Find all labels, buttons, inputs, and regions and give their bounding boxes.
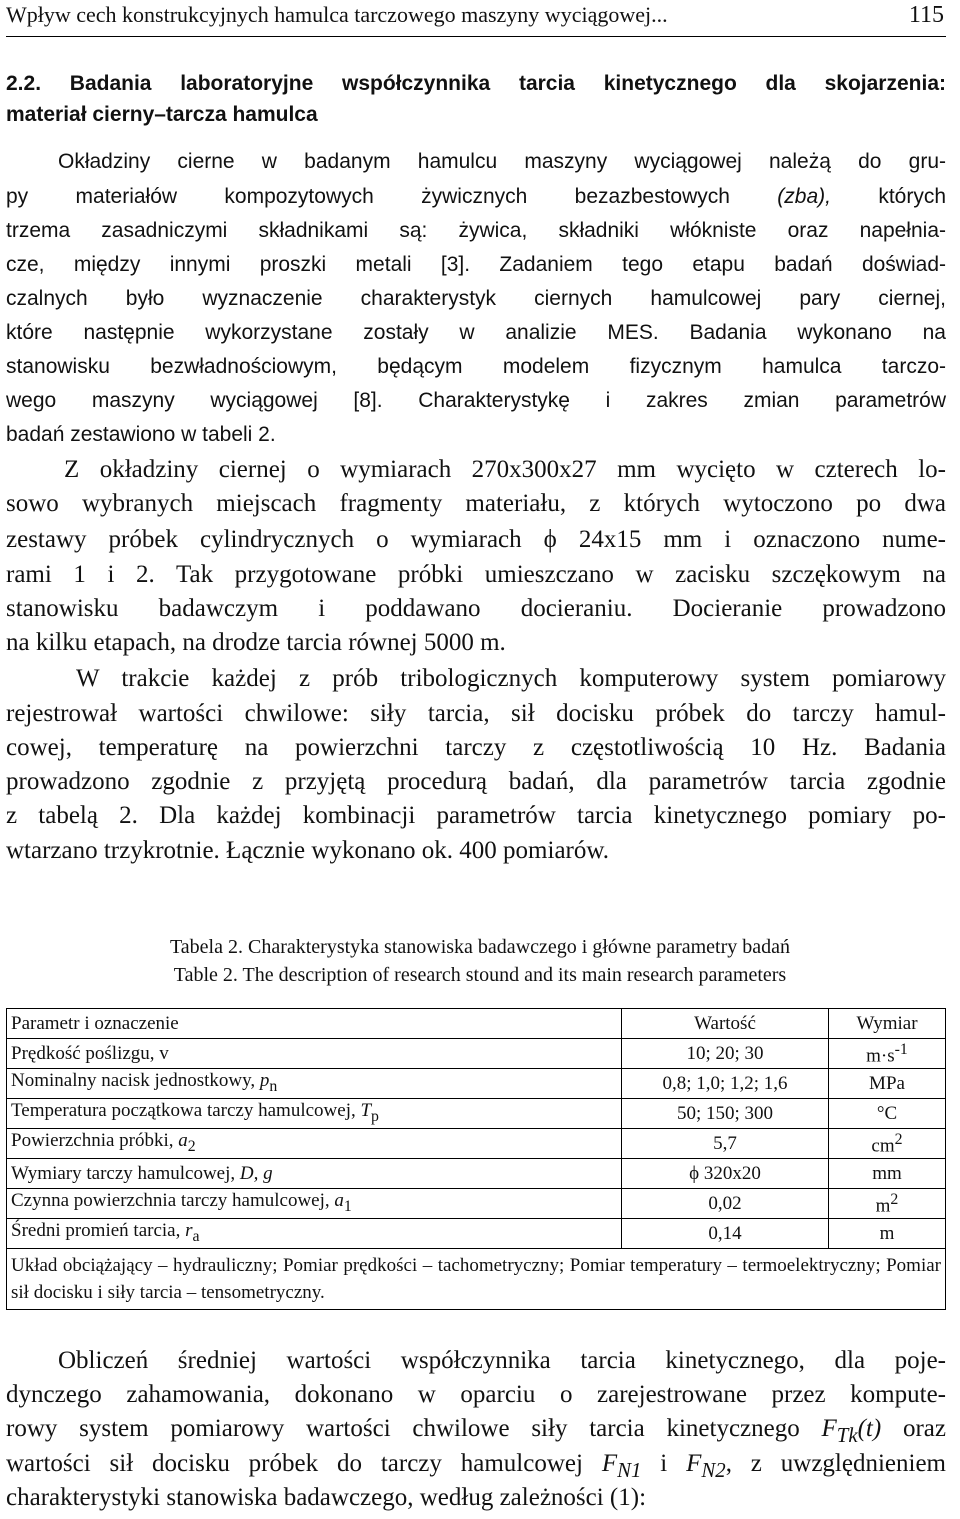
table-cell-value: 0,02: [622, 1189, 829, 1219]
table-cell-unit: mm: [829, 1159, 946, 1189]
table-caption-en: Table 2. The description of research stound and its main research parameters: [173, 964, 787, 986]
para1-line-3: trzema zasadniczymi składnikami są: żywica, składniki włókniste oraz napełnia-: [6, 219, 946, 242]
table-row: [7, 1189, 946, 1219]
symbol-f-n2: $F_{N2}$: [686, 1450, 726, 1482]
para3-line-3: cowej, temperaturę na powierzchni tarczy z częstotliwością 10 Hz. Badania: [6, 734, 946, 761]
parameters-table: [6, 1008, 946, 1310]
running-header: [6, 0, 946, 37]
para4-line-3: rowy system pomiarowy wartości chwilowe siły tarcia kinetycznego $F_{Tk}(t)$ oraz: [6, 1415, 946, 1447]
table-cell-unit: $m\cdot s^{-1}$: [829, 1039, 946, 1069]
para3-line-4: prowadzono zgodnie z przyjętą procedurą badań, dla parametrów tarcia zgodnie: [6, 768, 946, 795]
table-row: [7, 1129, 946, 1159]
table-cell-label: Czynna powierzchnia tarczy hamulcowej, $a_1$: [7, 1189, 622, 1219]
table-header-cell: Wartość: [622, 1009, 829, 1039]
table-cell-value: 0,8; 1,0; 1,2; 1,6: [622, 1069, 829, 1099]
para2-line-3: zestawy próbek cylindrycznych o wymiarach ϕ 24x15 mm i oznaczono nume-: [6, 526, 946, 553]
table-caption-pl: Tabela 2. Charakterystyka stanowiska badawczego i główne parametry badań: [169, 936, 791, 958]
para3-line-5: z tabelą 2. Dla każdej kombinacji parametrów tarcia kinetycznego pomiary po-: [6, 802, 946, 829]
para1-line-4: cze, między innymi proszki metali [3]. Zadaniem tego etapu badań doświad-: [6, 253, 946, 276]
table-header-cell: Parametr i oznaczenie: [7, 1009, 622, 1039]
table-cell-label: Temperatura początkowa tarczy hamulcowej, $T_p$: [7, 1099, 622, 1129]
table-row: [7, 1069, 946, 1099]
table-cell-label: Średni promień tarcia, $r_a$: [7, 1219, 622, 1249]
para3-line-6: wtarzano trzykrotnie. Łącznie wykonano ok. 400 pomiarów.: [6, 837, 610, 864]
para4-line-5: charakterystyki stanowiska badawczego, według zależności (1):: [6, 1484, 647, 1511]
table-row: [7, 1099, 946, 1129]
para1-line-2: py materiałów kompozytowych żywicznych bezazbestowych (zba), których: [6, 185, 946, 208]
para2-line-2: sowo wybranych miejscach fragmenty materiału, z których wytoczono po dwa: [6, 490, 946, 517]
table-row: [7, 1219, 946, 1249]
para2-line-6: na kilku etapach, na drodze tarcia równej 5000 m.: [6, 629, 506, 656]
para4-line-4: wartości sił docisku próbek do tarczy hamulcowej $F_{N1}$ i $F_{N2}$, z uwzględnieniem: [6, 1450, 946, 1482]
table-cell-label: Powierzchnia próbki, $a_2$: [7, 1129, 622, 1159]
para4-line-1: Obliczeń średniej wartości współczynnika tarcia kinetycznego, dla poje-: [58, 1347, 946, 1374]
para1-line-6: które następnie wykorzystane zostały w analizie MES. Badania wykonano na: [6, 321, 946, 344]
para1-line-1: Okładziny cierne w badanym hamulcu maszyny wyciągowej należą do gru-: [58, 150, 946, 173]
para2-line-5: stanowisku badawczym i poddawano docieraniu. Docieranie prowadzono: [6, 595, 946, 622]
table-row: [7, 1159, 946, 1189]
table-cell-label: Prędkość poślizgu, v: [7, 1039, 622, 1069]
para2-line-4: rami 1 i 2. Tak przygotowane próbki umieszczano w zacisku szczękowym na: [6, 561, 946, 588]
table-note: Układ obciążający – hydrauliczny; Pomiar prędkości – tachometryczny; Pomiar temperatury – termoelektryczny; Pomiar sił docisku i siły tarcia – tensometryczny.: [7, 1249, 946, 1310]
para4-line-2: dynczego zahamowania, dokonano w oparciu o zarejestrowane przez kompute-: [6, 1381, 946, 1408]
para1-line-7: stanowisku bezwładnościowym, będącym modelem fizycznym hamulca tarczo-: [6, 355, 946, 378]
table-cell-unit: m: [829, 1219, 946, 1249]
table-cell-label: Nominalny nacisk jednostkowy, $p_n$: [7, 1069, 622, 1099]
symbol-f-n1: $F_{N1}$: [601, 1450, 642, 1482]
table-cell-value: 10; 20; 30: [622, 1039, 829, 1069]
table-cell-unit: MPa: [829, 1069, 946, 1099]
running-title: Wpływ cech konstrukcyjnych hamulca tarczowego maszyny wyciągowej...: [6, 2, 668, 27]
table-cell-value: 0,14: [622, 1219, 829, 1249]
table-header-cell: Wymiar: [829, 1009, 946, 1039]
table-cell-unit: $cm^2$: [829, 1129, 946, 1159]
section-heading-line-2: materiał cierny–tarcza hamulca: [6, 103, 318, 126]
symbol-f-tk: $F_{Tk}(t)$: [821, 1415, 882, 1447]
para2-line-1: Z okładziny ciernej o wymiarach 270x300x27 mm wycięto w czterech lo-: [64, 456, 946, 483]
table-header-row: [7, 1009, 946, 1039]
table-cell-value: 50; 150; 300: [622, 1099, 829, 1129]
para3-line-1: W trakcie każdej z prób tribologicznych komputerowy system pomiarowy: [76, 665, 946, 692]
page-number: 115: [908, 2, 944, 28]
table-row: [7, 1039, 946, 1069]
section-heading-line-1: 2.2. Badania laboratoryjne współczynnika tarcia kinetycznego dla skojarzenia:: [6, 72, 946, 95]
table-cell-unit: $m^2$: [829, 1189, 946, 1219]
table-cell-value: ϕ 320x20: [622, 1159, 829, 1189]
para1-line-5: czalnych było wyznaczenie charakterystyk ciernych hamulcowej pary ciernej,: [6, 287, 946, 310]
para3-line-2: rejestrował wartości chwilowe: siły tarcia, sił docisku próbek do tarczy hamul-: [6, 700, 946, 727]
table-cell-label: Wymiary tarczy hamulcowej, D, g: [7, 1159, 622, 1189]
para1-line-8: wego maszyny wyciągowej [8]. Charakterystykę i zakres zmian parametrów: [6, 389, 946, 412]
table-note-row: [7, 1249, 946, 1310]
table-cell-unit: °C: [829, 1099, 946, 1129]
para1-line-9: badań zestawiono w tabeli 2.: [6, 423, 276, 446]
table-cell-value: 5,7: [622, 1129, 829, 1159]
